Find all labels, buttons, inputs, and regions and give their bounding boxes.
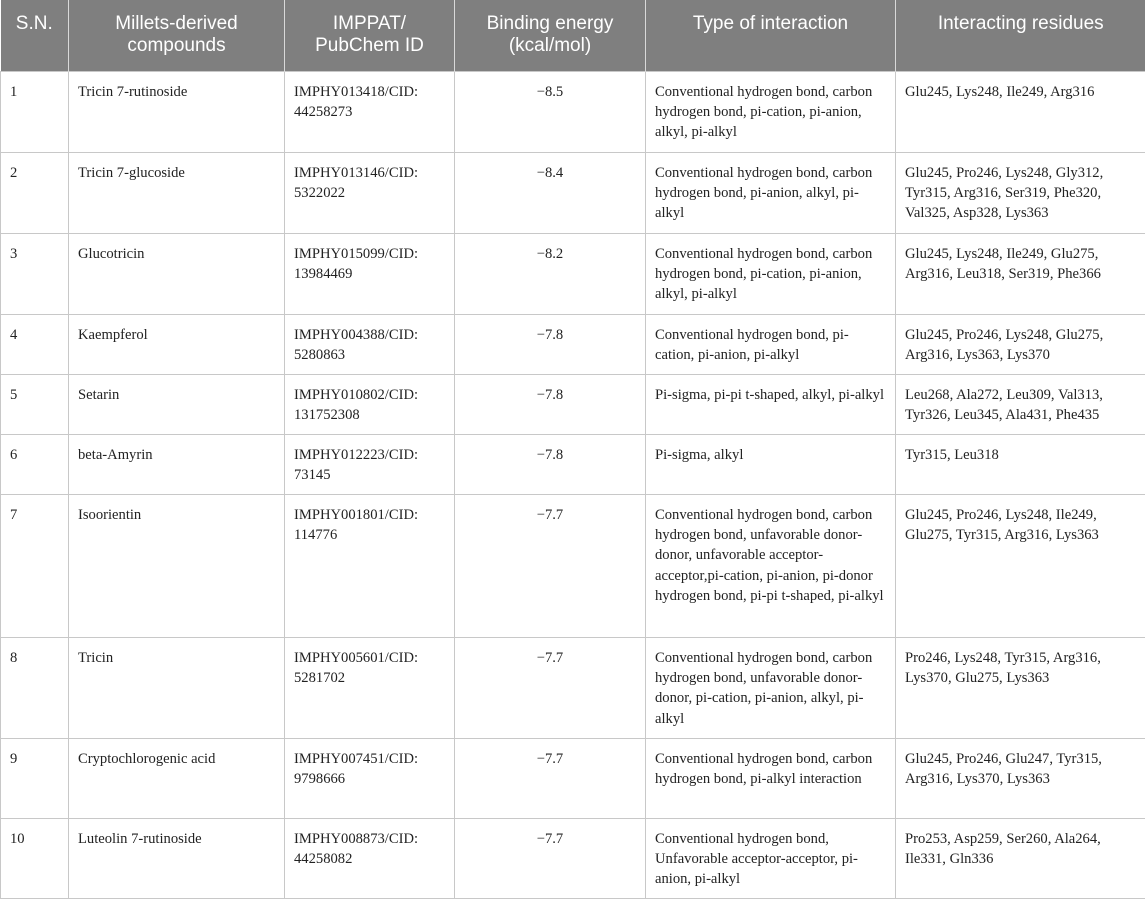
cell-sn: 5 — [1, 375, 69, 435]
cell-id: IMPHY013146/CID: 5322022 — [285, 153, 455, 234]
cell-interaction: Pi-sigma, alkyl — [646, 435, 896, 495]
table-row — [1, 495, 1145, 638]
cell-residues: Glu245, Pro246, Lys248, Gly312, Tyr315, Arg316, Ser319, Phe320, Val325, Asp328, Lys363 — [896, 153, 1145, 234]
cell-compound: Setarin — [69, 375, 285, 435]
cell-id: IMPHY005601/CID: 5281702 — [285, 638, 455, 739]
cell-residues: Leu268, Ala272, Leu309, Val313, Tyr326, Leu345, Ala431, Phe435 — [896, 375, 1145, 435]
cell-compound: Tricin 7-glucoside — [69, 153, 285, 234]
cell-sn: 10 — [1, 819, 69, 899]
cell-sn: 9 — [1, 739, 69, 819]
cell-compound: Tricin 7-rutinoside — [69, 72, 285, 153]
cell-compound: Glucotricin — [69, 234, 285, 315]
cell-energy: −8.4 — [455, 153, 646, 234]
header-binding-energy: Binding energy (kcal/mol) — [455, 0, 646, 72]
cell-energy: −7.8 — [455, 435, 646, 495]
cell-sn: 3 — [1, 234, 69, 315]
table-row — [1, 435, 1145, 495]
cell-residues: Pro253, Asp259, Ser260, Ala264, Ile331, Gln336 — [896, 819, 1145, 899]
cell-interaction: Conventional hydrogen bond, carbon hydrogen bond, pi-anion, alkyl, pi-alkyl — [646, 153, 896, 234]
table-header — [1, 0, 1145, 72]
cell-sn: 2 — [1, 153, 69, 234]
header-row — [1, 0, 1145, 72]
cell-interaction: Pi-sigma, pi-pi t-shaped, alkyl, pi-alkyl — [646, 375, 896, 435]
cell-energy: −7.7 — [455, 819, 646, 899]
cell-residues: Pro246, Lys248, Tyr315, Arg316, Lys370, Glu275, Lys363 — [896, 638, 1145, 739]
table-row — [1, 153, 1145, 234]
header-interacting-residues: Interacting residues — [896, 0, 1145, 72]
cell-energy: −7.7 — [455, 739, 646, 819]
cell-id: IMPHY015099/CID: 13984469 — [285, 234, 455, 315]
cell-id: IMPHY004388/CID: 5280863 — [285, 315, 455, 375]
cell-residues: Glu245, Pro246, Lys248, Glu275, Arg316, Lys363, Lys370 — [896, 315, 1145, 375]
cell-compound: Luteolin 7-rutinoside — [69, 819, 285, 899]
cell-residues: Glu245, Lys248, Ile249, Glu275, Arg316, Leu318, Ser319, Phe366 — [896, 234, 1145, 315]
cell-id: IMPHY010802/CID: 131752308 — [285, 375, 455, 435]
cell-interaction: Conventional hydrogen bond, carbon hydrogen bond, pi-alkyl interaction — [646, 739, 896, 819]
cell-residues: Glu245, Pro246, Glu247, Tyr315, Arg316, Lys370, Lys363 — [896, 739, 1145, 819]
cell-id: IMPHY007451/CID: 9798666 — [285, 739, 455, 819]
cell-sn: 4 — [1, 315, 69, 375]
cell-interaction: Conventional hydrogen bond, carbon hydrogen bond, unfavorable donor-donor, unfavorable acceptor-acceptor,pi-cation, pi-anion, pi-donor hydrogen bond, pi-pi t-shaped, pi-alkyl — [646, 495, 896, 638]
cell-energy: −7.8 — [455, 315, 646, 375]
cell-residues: Tyr315, Leu318 — [896, 435, 1145, 495]
cell-residues: Glu245, Lys248, Ile249, Arg316 — [896, 72, 1145, 153]
cell-energy: −7.7 — [455, 495, 646, 638]
header-id: IMPPAT/ PubChem ID — [285, 0, 455, 72]
cell-interaction: Conventional hydrogen bond, carbon hydrogen bond, pi-cation, pi-anion, alkyl, pi-alkyl — [646, 234, 896, 315]
table-row — [1, 375, 1145, 435]
cell-id: IMPHY012223/CID: 73145 — [285, 435, 455, 495]
cell-sn: 7 — [1, 495, 69, 638]
header-interaction-type: Type of interaction — [646, 0, 896, 72]
cell-compound: Tricin — [69, 638, 285, 739]
header-sn: S.N. — [1, 0, 69, 72]
table-row — [1, 819, 1145, 899]
cell-compound: Cryptochlorogenic acid — [69, 739, 285, 819]
table-row — [1, 638, 1145, 739]
cell-id: IMPHY001801/CID: 114776 — [285, 495, 455, 638]
cell-energy: −8.5 — [455, 72, 646, 153]
cell-sn: 6 — [1, 435, 69, 495]
table-row — [1, 739, 1145, 819]
header-compound: Millets-derived compounds — [69, 0, 285, 72]
cell-compound: Kaempferol — [69, 315, 285, 375]
cell-interaction: Conventional hydrogen bond, carbon hydrogen bond, unfavorable donor-donor, pi-cation, pi-anion, alkyl, pi-alkyl — [646, 638, 896, 739]
table-row — [1, 315, 1145, 375]
cell-compound: Isoorientin — [69, 495, 285, 638]
cell-sn: 1 — [1, 72, 69, 153]
cell-sn: 8 — [1, 638, 69, 739]
table-row — [1, 234, 1145, 315]
cell-id: IMPHY008873/CID: 44258082 — [285, 819, 455, 899]
cell-interaction: Conventional hydrogen bond, carbon hydrogen bond, pi-cation, pi-anion, alkyl, pi-alkyl — [646, 72, 896, 153]
cell-interaction: Conventional hydrogen bond, pi-cation, pi-anion, pi-alkyl — [646, 315, 896, 375]
cell-interaction: Conventional hydrogen bond, Unfavorable acceptor-acceptor, pi-anion, pi-alkyl — [646, 819, 896, 899]
cell-id: IMPHY013418/CID: 44258273 — [285, 72, 455, 153]
table-body — [1, 72, 1145, 899]
table-row — [1, 72, 1145, 153]
cell-residues: Glu245, Pro246, Lys248, Ile249, Glu275, Tyr315, Arg316, Lys363 — [896, 495, 1145, 638]
cell-energy: −7.8 — [455, 375, 646, 435]
cell-compound: beta-Amyrin — [69, 435, 285, 495]
cell-energy: −8.2 — [455, 234, 646, 315]
cell-energy: −7.7 — [455, 638, 646, 739]
